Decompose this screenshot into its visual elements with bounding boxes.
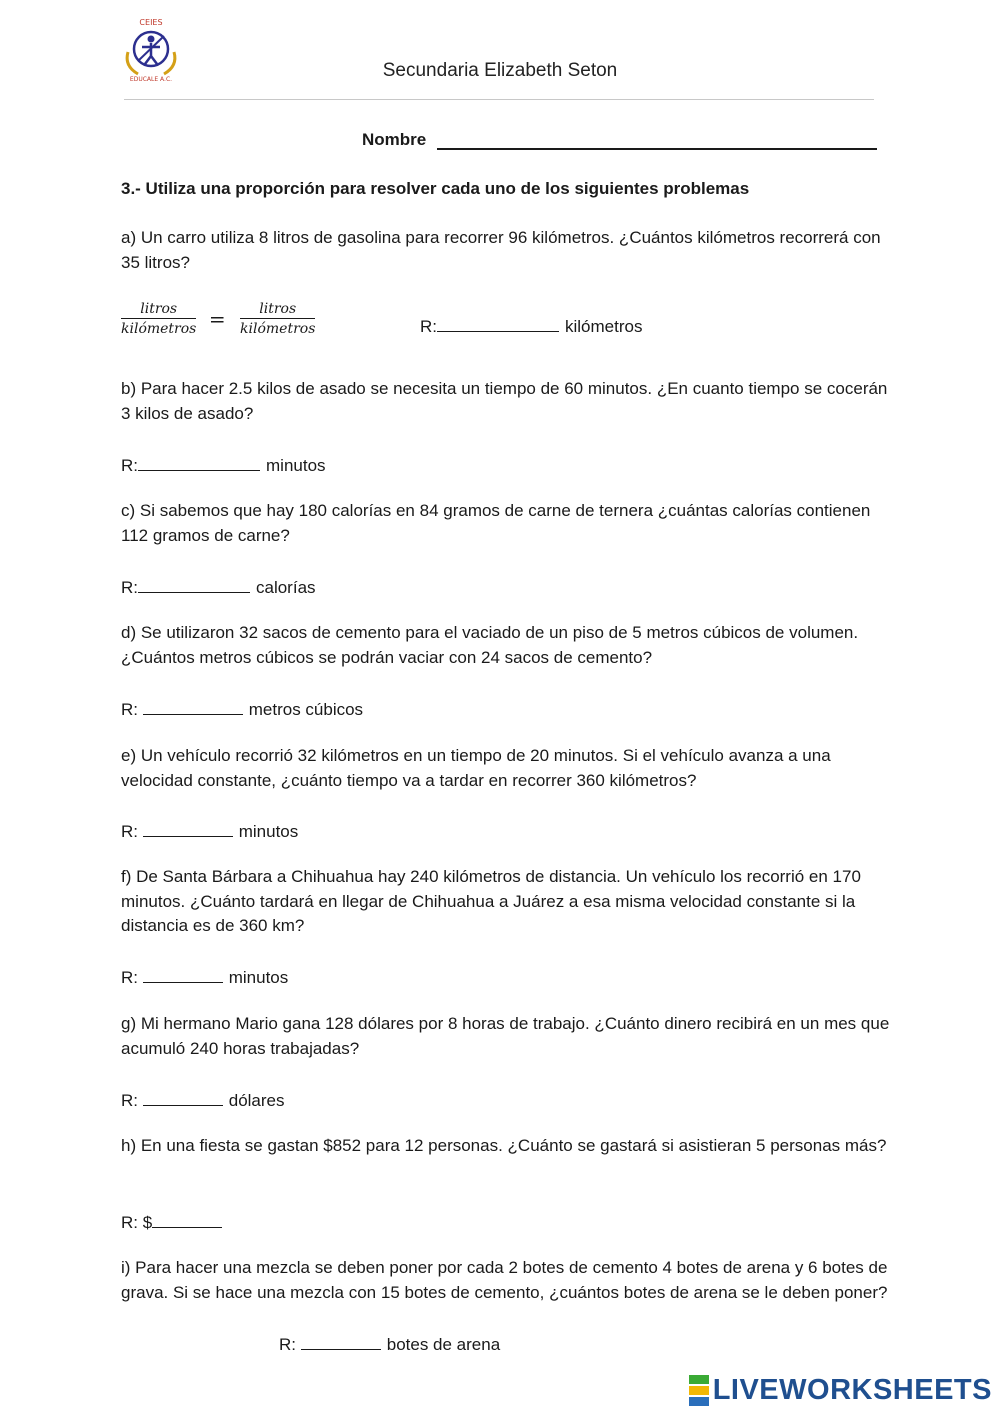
answer-blank-h[interactable] <box>152 1209 222 1228</box>
answer-prefix: R: <box>121 822 138 841</box>
proportion-template <box>121 301 315 338</box>
school-name: Secundaria Elizabeth Seton <box>382 60 618 81</box>
name-input-line[interactable] <box>437 130 877 150</box>
answer-blank-i[interactable] <box>301 1331 381 1350</box>
answer-blank-b[interactable] <box>138 452 260 471</box>
answer-f <box>121 964 288 988</box>
answer-d <box>121 696 363 720</box>
problem-e: e) Un vehículo recorrió 32 kilómetros en un tiempo de 20 minutos. Si el vehículo avanza a una velocidad constante, ¿cuánto tiempo va a tardar en recorrer 360 kilómetros? <box>121 746 831 790</box>
problem-i: i) Para hacer una mezcla se deben poner por cada 2 botes de cemento 4 botes de arena y 6 botes de grava. Si se hace una mezcla con 15 botes de cemento, ¿cuántos botes de arena se le deben poner? <box>121 1258 888 1302</box>
answer-unit: botes de arena <box>386 1335 501 1354</box>
liveworksheets-watermark <box>689 1374 992 1407</box>
answer-prefix: R: <box>121 1091 138 1110</box>
answer-unit: dólares <box>228 1091 285 1110</box>
answer-blank-g[interactable] <box>143 1087 223 1106</box>
right-denominator: kilómetros <box>240 321 316 337</box>
answer-blank-d[interactable] <box>143 696 243 715</box>
problem-a: a) Un carro utiliza 8 litros de gasolina para recorrer 96 kilómetros. ¿Cuántos kilómetros recorrerá con 35 litros? <box>121 228 881 272</box>
watermark-text: LIVEWORKSHEETS <box>712 1374 992 1406</box>
answer-prefix: R: <box>121 456 138 475</box>
right-fraction <box>240 301 315 337</box>
answer-prefix: R: <box>420 317 437 336</box>
answer-blank-c[interactable] <box>138 574 250 593</box>
problem-h: h) En una fiesta se gastan $852 para 12 personas. ¿Cuánto se gastará si asistieran 5 personas más? <box>121 1136 887 1155</box>
problem-d: d) Se utilizaron 32 sacos de cemento para el vaciado de un piso de 5 metros cúbicos de volumen. ¿Cuántos metros cúbicos se podrán vaciar con 24 sacos de cemento? <box>121 623 859 667</box>
answer-i <box>279 1331 500 1355</box>
answer-g <box>121 1087 285 1111</box>
right-numerator: litros <box>240 301 315 319</box>
answer-unit: calorías <box>256 578 316 597</box>
answer-prefix: R: <box>121 700 138 719</box>
answer-c <box>121 574 316 598</box>
header-divider <box>124 99 874 100</box>
answer-unit: metros cúbicos <box>248 700 364 719</box>
left-numerator: litros <box>121 301 196 319</box>
liveworksheets-logo-icon <box>689 1374 709 1407</box>
answer-a <box>420 313 642 337</box>
problem-b: b) Para hacer 2.5 kilos de asado se necesita un tiempo de 60 minutos. ¿En cuanto tiempo se cocerán 3 kilos de asado? <box>121 379 888 423</box>
problem-c: c) Si sabemos que hay 180 calorías en 84 gramos de carne de ternera ¿cuántas calorías contienen 112 gramos de carne? <box>121 501 871 545</box>
answer-prefix: R: <box>121 578 138 597</box>
answer-h <box>121 1209 228 1233</box>
answer-blank-a[interactable] <box>437 313 559 332</box>
answer-unit: minutos <box>228 968 289 987</box>
logo-text-top: CEIES <box>139 18 163 27</box>
answer-blank-e[interactable] <box>143 818 233 837</box>
answer-blank-f[interactable] <box>143 964 223 983</box>
answer-prefix: R: $ <box>121 1213 153 1232</box>
problem-f: f) De Santa Bárbara a Chihuahua hay 240 kilómetros de distancia. Un vehículo los recorrió en 170 minutos. ¿Cuánto tardará en llegar de Chihuahua a Juárez a esa misma velocidad constante si la distancia es de 360 km? <box>121 867 861 935</box>
name-label: Nombre <box>362 130 427 149</box>
logo-text-bottom: EDUCALE A.C. <box>129 76 173 83</box>
equals-sign: = <box>208 307 226 331</box>
answer-unit: minutos <box>238 822 299 841</box>
instructions: 3.- Utiliza una proporción para resolver cada uno de los siguientes problemas <box>121 179 750 198</box>
name-field <box>362 130 877 150</box>
left-fraction <box>121 301 196 337</box>
answer-unit: kilómetros <box>565 317 643 336</box>
answer-unit: minutos <box>266 456 326 475</box>
left-denominator: kilómetros <box>121 321 197 337</box>
answer-e <box>121 818 298 842</box>
answer-b <box>121 452 326 476</box>
answer-prefix: R: <box>121 968 138 987</box>
problem-g: g) Mi hermano Mario gana 128 dólares por 8 horas de trabajo. ¿Cuánto dinero recibirá en un mes que acumuló 240 horas trabajadas? <box>121 1014 890 1058</box>
answer-prefix: R: <box>279 1335 296 1354</box>
